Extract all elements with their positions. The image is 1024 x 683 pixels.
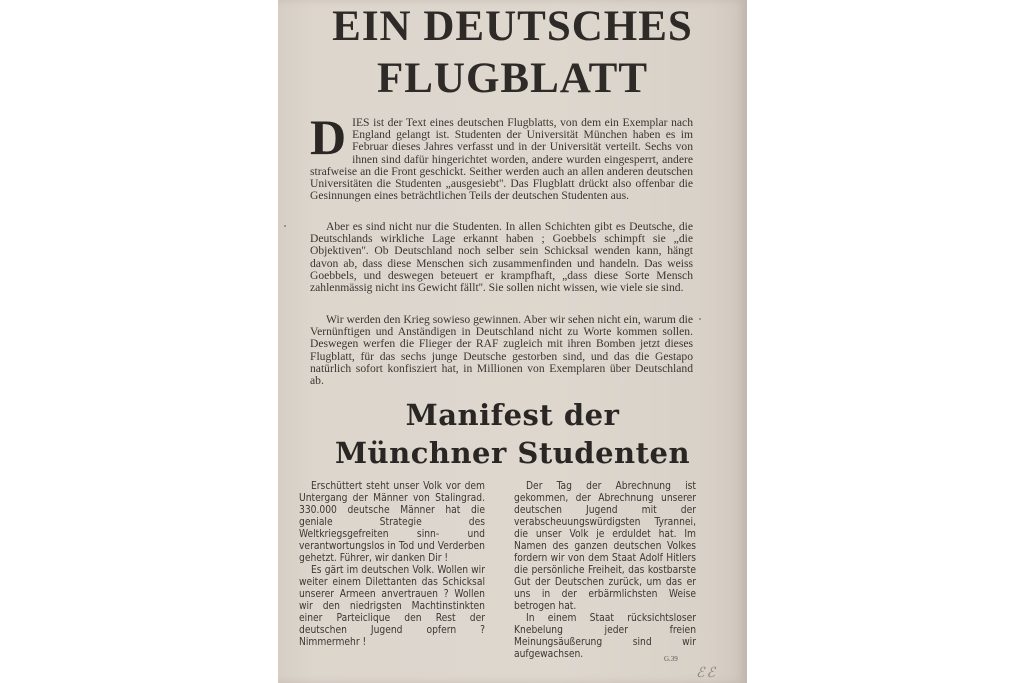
speck-mark <box>699 318 701 320</box>
manifest-left-paragraph-1: Erschüttert steht unser Volk vor dem Untergang der Männer von Stalingrad. 330.000 deutsche Männer hat die geniale Strategie des Weltkriegsgefreiten sinn- und verantwortungslos in Tod und Verderben gehetzt. Führer, wir danken Dir ! <box>299 481 485 564</box>
intro-paragraph-2: Aber es sind nicht nur die Studenten. In allen Schichten gibt es Deutsche, die Deutschlands wirkliche Lage erkannt haben ; Goebbels schimpft sie „die Objektiven''. Ob Deutschland noch selber sein Schicksal wenden kann, hängt davon ab, dass diese Menschen sich zusammenfinden und handeln. Das weiss Goebbels, und deswegen beteuert er krampfhaft, „dass diese Sorte Mensch zahlenmässig nicht ins Gewicht fällt''. Sie sollen nicht wissen, wie viele sie sind. <box>310 220 693 295</box>
drop-cap: D <box>310 109 347 165</box>
intro-paragraph-1-text: IES ist der Text eines deutschen Flugblatts, von dem ein Exemplar nach England gelangt ist. Studenten der Universität München haben es im Februar dieses Jahres verfasst und in der Universität verteilt. Sechs von ihnen sind dafür hingerichtet worden, andere wurden eingesperrt, andere strafweise an die Front geschickt. Seither werden auch an allen anderen deutschen Universitäten die Studenten „ausgesiebt''. Das Flugblatt drückt also offenbar die Gesinnungen eines beträchtlichen Teils der deutschen Studenten aus. <box>310 116 693 203</box>
speck-mark <box>284 225 286 227</box>
leaflet-page <box>278 0 747 683</box>
intro-paragraph-3: Wir werden den Krieg sowieso gewinnen. Aber wir sehen nicht ein, warum die Vernünftigen und Anständigen in Deutschland nicht zu Worte kommen sollen. Deswegen werfen die Flieger der RAF zugleich mit ihren Bomben jetzt dieses Flugblatt, für das sechs junge Deutsche gestorben sind, und das die Gestapo natürlich sofort konfisziert hat, in Millionen von Exemplaren über Deutschland ab. <box>310 313 693 388</box>
intro-paragraph-1 <box>310 109 693 203</box>
manifest-title-line2: Münchner Studenten <box>334 436 691 470</box>
leaflet-code: G.39 <box>664 655 678 663</box>
manifest-right-column <box>514 481 696 661</box>
manifest-title-line1: Manifest der <box>405 398 620 432</box>
manifest-left-paragraph-2: Es gärt im deutschen Volk. Wollen wir weiter einem Dilettanten das Schicksal unserer Armeen anvertrauen ? Wollen wir den niedrigsten Machtinstinkten einer Parteiclique den Rest der deutschen Jugend opfern ? Nimmermehr ! <box>299 565 485 648</box>
manifest-right-paragraph-2: In einem Staat rücksichtsloser Knebelung jeder freien Meinungsäußerung sind wir aufgewachsen. <box>514 613 696 660</box>
manifest-left-column <box>299 481 485 649</box>
main-title-line2: FLUGBLATT <box>376 55 649 102</box>
handwritten-mark: ℰℰ <box>696 665 717 681</box>
main-title-line1: EIN DEUTSCHES <box>332 3 693 50</box>
manifest-right-paragraph-1: Der Tag der Abrechnung ist gekommen, der Abrechnung unserer deutschen Jugend mit der verabscheuungswürdigsten Tyrannei, die unser Volk je erduldet hat. Im Namen des ganzen deutschen Volkes fordern wir von dem Staat Adolf Hitlers die persönliche Freiheit, das kostbarste Gut der Deutschen zurück, um das er uns in der erbärmlichsten Weise betrogen hat. <box>514 481 696 612</box>
